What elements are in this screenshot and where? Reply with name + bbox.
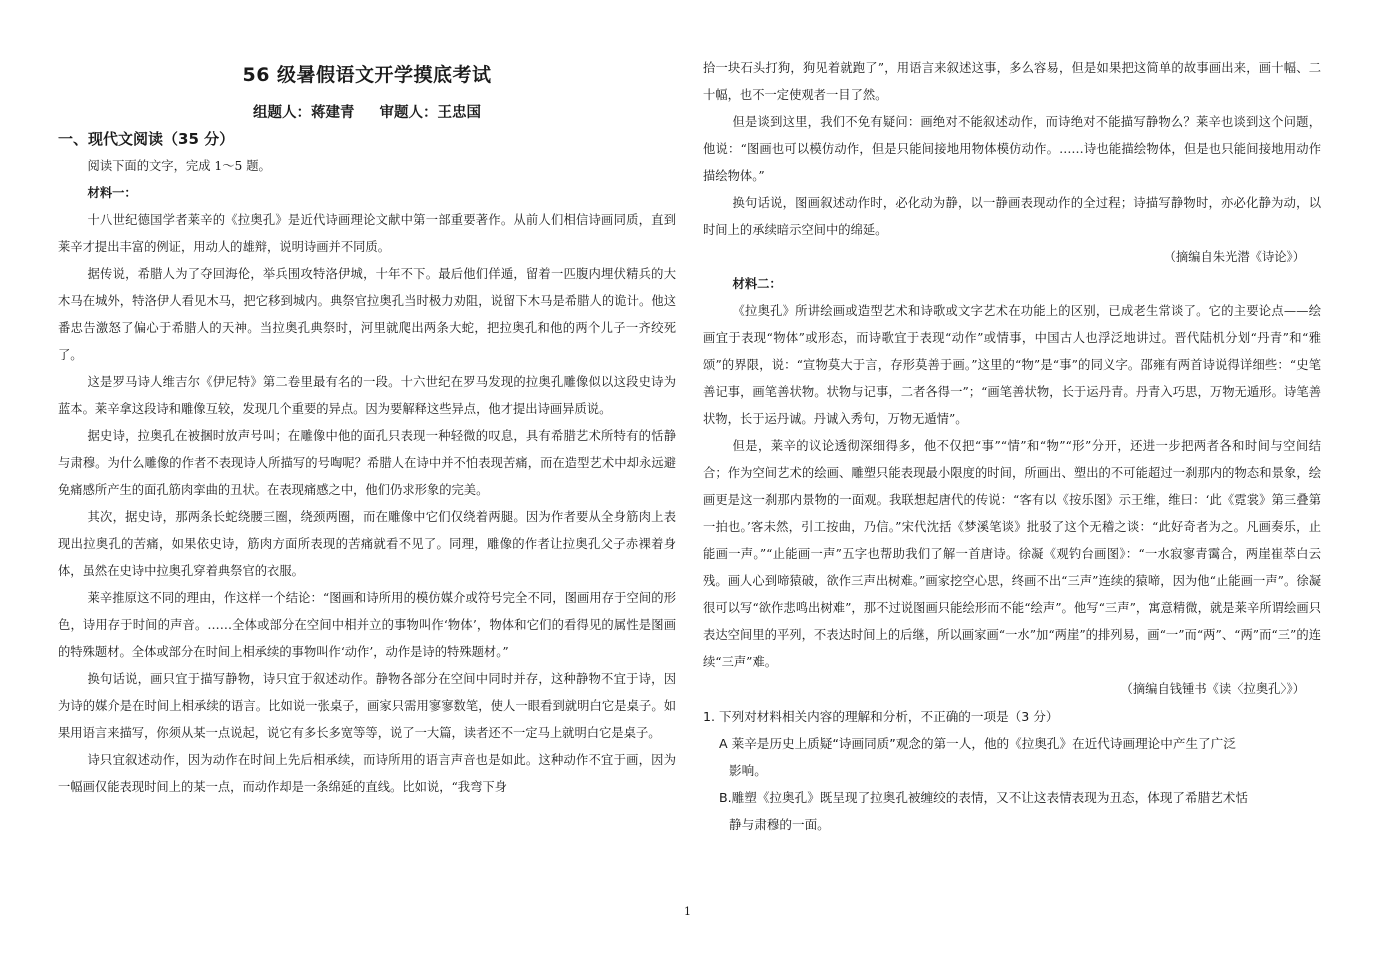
paragraph: 十八世纪德国学者莱辛的《拉奥孔》是近代诗画理论文献中第一部重要著作。从前人们相信诗画同质，直到莱辛才提出丰富的例证，用动人的雄辩，说明诗画并不同质。 [58,213,676,254]
question-option-continuation: 影响。 [729,763,767,778]
material1-label: 材料一： [87,186,137,200]
paragraph: 但是谈到这里，我们不免有疑问：画绝对不能叙述动作，而诗绝对不能描写静物么？莱辛也谈到这个问题，他说：“图画也可以模仿动作，但是只能间接地用物体模仿动作。……诗也能描绘物体，但是也只能间接地用动作描绘物体。” [703,115,1321,183]
paragraph: 其次，据史诗，那两条长蛇绕腰三圈，绕颈两圈，而在雕像中它们仅绕着两腿。因为作者要从全身筋肉上表现出拉奥孔的苦痛，如果依史诗，筋肉方面所表现的苦痛就看不见了。同理，雕像的作者让拉奥孔父子赤裸着身体，虽然在史诗中拉奥孔穿着典祭官的衣服。 [58,510,676,578]
material2-label: 材料二： [732,277,782,291]
question-stem: 1. 下列对材料相关内容的理解和分析，不正确的一项是（3 分） [703,709,1059,724]
page-number: 1 [684,905,691,918]
paragraph: 据史诗，拉奥孔在被捆时放声号叫；在雕像中他的面孔只表现一种轻微的叹息，具有希腊艺术所特有的恬静与肃穆。为什么雕像的作者不表现诗人所描写的号啕呢？希腊人在诗中并不怕表现苦痛，而在造型艺术中却永远避免痛感所产生的面孔筋肉挛曲的丑状。在表现痛感之中，他们仍求形象的完美。 [58,429,676,497]
paragraph: 换句话说，图画叙述动作时，必化动为静，以一静画表现动作的全过程；诗描写静物时，亦必化静为动，以时间上的承续暗示空间中的绵延。 [703,196,1321,237]
paragraph: 这是罗马诗人维吉尔《伊尼特》第二卷里最有名的一段。十六世纪在罗马发现的拉奥孔雕像似以这段史诗为蓝本。莱辛拿这段诗和雕像互较，发现几个重要的异点。因为要解释这些异点，他才提出诗画异质说。 [58,375,676,416]
paragraph: 但是，莱辛的议论透彻深细得多，他不仅把“事”“情”和“物”“形”分开，还进一步把两者各和时间与空间结合；作为空间艺术的绘画、雕塑只能表现最小限度的时间，所画出、塑出的不可能超过一刹那内的物态和景象，绘画更是这一刹那内景物的一面观。我联想起唐代的传说：“客有以《按乐图》示王维，维曰：‘此《霓裳》第三叠第一拍也。’客未然，引工按曲，乃信。”宋代沈括《梦溪笔谈》批驳了这个无稽之谈：“此好奇者为之。凡画奏乐，止能画一声。”“止能画一声”五字也帮助我们了解一首唐诗。徐凝《观钓台画图》：“一水寂寥青霭合，两崖崔萃白云残。画人心到啼猿破，欲作三声出树难。”画家挖空心思，终画不出“三声”连续的猿啼，因为他“止能画一声”。徐凝很可以写“欲作悲鸣出树难”，那不过说图画只能绘形而不能“绘声”。他写“三声”，寓意精微，就是莱辛所谓绘画只表达空间里的平列，不表达时间上的后继，所以画家画“一水”加“两崖”的排列易，画“一”而“两”、“两”而“三”的连续“三声”难。 [703,439,1321,669]
question-option-continuation: 静与肃穆的一面。 [729,817,830,832]
paragraph: 拾一块石头打狗，狗见着就跑了”，用语言来叙述这事，多么容易，但是如果把这简单的故事画出来，画十幅、二十幅，也不一定使观者一目了然。 [703,61,1321,102]
source-citation: （摘编自朱光潜《诗论》） [1163,250,1305,264]
section-heading: 一、现代文阅读（35 分） [58,130,235,148]
paragraph: 莱辛推原这不同的理由，作这样一个结论：“图画和诗所用的模仿媒介或符号完全不同，图画用存于空间的形色，诗用存于时间的声音。……全体或部分在空间中相并立的事物叫作‘物体’，物体和它们的看得见的属性是图画的特殊题材。全体或部分在时间上相承续的事物叫作‘动作’，动作是诗的特殊题材。” [58,591,676,659]
source-citation: （摘编自钱锺书《读〈拉奥孔〉》） [1120,682,1305,696]
setter-name: 组题人：蒋建青 [252,105,355,121]
exam-title: 56 级暑假语文开学摸底考试 [242,64,492,86]
instruction: 阅读下面的文字，完成 1～5 题。 [87,159,271,173]
paragraph: 《拉奥孔》所讲绘画或造型艺术和诗歌或文字艺术在功能上的区别，已成老生常谈了。它的主要论点——绘画宜于表现“物体”或形态，而诗歌宜于表现“动作”或情事，中国古人也浮泛地讲过。晋代陆机分划“丹青”和“雅颂”的界限，说：“宣物莫大于言，存形莫善于画。”这里的“物”是“事”的同义字。邵雍有两首诗说得详细些：“史笔善记事，画笔善状物。状物与记事，二者各得一”；“画笔善状物，长于运丹青。丹青入巧思，万物无遁形。诗笔善状物，长于运丹诚。丹诚入秀句，万物无遁情”。 [703,304,1321,426]
exam-authors [58,101,676,122]
reviewer-name: 审题人：王忠国 [379,105,482,121]
paragraph: 据传说，希腊人为了夺回海伦，举兵围攻特洛伊城，十年不下。最后他们佯遁，留着一匹腹内埋伏精兵的大木马在城外，特洛伊人看见木马，把它移到城内。典祭官拉奥孔当时极力劝阻，说留下木马是希腊人的诡计。他这番忠告激怒了偏心于希腊人的天神。当拉奥孔典祭时，河里就爬出两条大蛇，把拉奥孔和他的两个儿子一齐绞死了。 [58,267,676,362]
question-option: A 莱辛是历史上质疑“诗画同质”观念的第一人，他的《拉奥孔》在近代诗画理论中产生了广泛 [719,736,1236,751]
paragraph: 诗只宜叙述动作，因为动作在时间上先后相承续，而诗所用的语言声音也是如此。这种动作不宜于画，因为一幅画仅能表现时间上的某一点，而动作却是一条绵延的直线。比如说，“我弯下身 [58,753,676,794]
left-body [58,153,676,801]
question-option: B.雕塑《拉奥孔》既呈现了拉奥孔被缠绞的表情，又不让这表情表现为丑态，体现了希腊艺术恬 [719,790,1248,805]
paragraph: 换句话说，画只宜于描写静物，诗只宜于叙述动作。静物各部分在空间中同时并存，这种静物不宜于诗，因为诗的媒介是在时间上相承续的语言。比如说一张桌子，画家只需用寥寥数笔，使人一眼看到就明白它是桌子。如果用语言来描写，你须从某一点说起，说它有多长多宽等等，说了一大篇，读者还不一定马上就明白它是桌子。 [58,672,676,740]
right-body [703,55,1321,838]
